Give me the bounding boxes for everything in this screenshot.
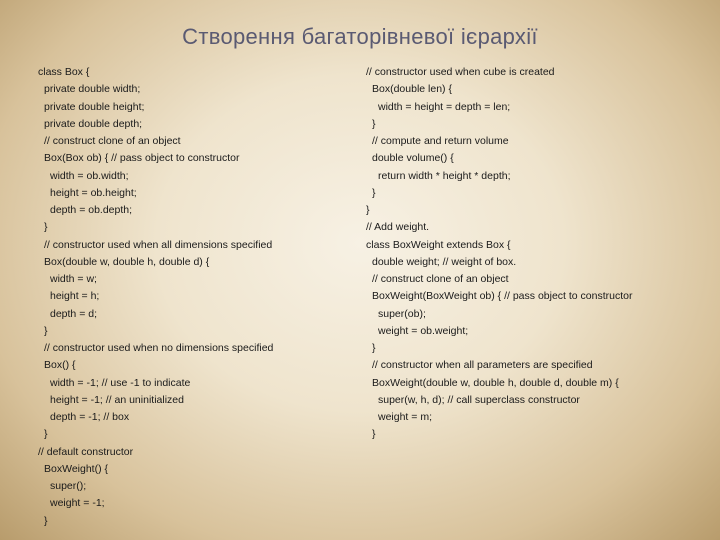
code-line: weight = m; — [378, 411, 432, 423]
code-line: width = ob.width; — [50, 169, 129, 182]
code-line: depth = d; — [50, 307, 97, 320]
code-line: return width * height * depth; — [378, 169, 511, 182]
code-line: BoxWeight(BoxWeight ob) { // pass object to constructor — [372, 290, 633, 303]
code-line: } — [44, 221, 48, 234]
code-line: double volume() { — [372, 152, 454, 165]
code-line: Box(double len) { — [372, 83, 452, 96]
code-line: } — [372, 428, 376, 441]
code-line: // default constructor — [38, 445, 134, 458]
code-line: private double width; — [44, 83, 141, 96]
code-column-right — [366, 64, 706, 444]
code-line: double weight; // weight of box. — [372, 255, 517, 268]
code-line: height = ob.height; — [50, 186, 137, 199]
code-line: depth = -1; // box — [50, 411, 130, 423]
code-line: // constructor when all parameters are specified — [372, 359, 593, 372]
code-line: width = height = depth = len; — [378, 100, 511, 113]
code-line: // constructor used when no dimensions specified — [44, 342, 274, 354]
code-line: } — [44, 514, 48, 527]
code-line: Box(double w, double h, double d) { — [44, 255, 210, 268]
code-line: } — [372, 342, 376, 354]
code-line: // constructor used when all dimensions specified — [44, 238, 273, 251]
code-line: BoxWeight(double w, double h, double d, double m) { — [372, 376, 619, 389]
code-column-left — [38, 64, 358, 530]
code-line: } — [372, 186, 376, 199]
code-line: super(w, h, d); // call superclass constructor — [378, 393, 580, 406]
code-line: class Box { — [38, 66, 90, 78]
code-line: depth = ob.depth; — [50, 204, 133, 216]
code-line: // constructor used when cube is created — [366, 66, 555, 78]
slide-title: Створення багаторівневої ієрархії — [182, 24, 538, 49]
code-line: class BoxWeight extends Box { — [366, 238, 511, 251]
code-line: private double height; — [44, 100, 145, 113]
code-line: super(ob); — [378, 307, 426, 320]
code-line: BoxWeight() { — [44, 462, 108, 475]
code-line: weight = -1; — [50, 497, 105, 510]
code-line: height = h; — [50, 290, 100, 303]
code-line: width = -1; // use -1 to indicate — [50, 376, 191, 389]
code-line: } — [366, 204, 370, 216]
code-line: Box() { — [44, 359, 76, 372]
code-line: // construct clone of an object — [44, 135, 181, 147]
code-line: } — [44, 324, 48, 337]
code-line: height = -1; // an uninitialized — [50, 393, 184, 406]
code-line: private double depth; — [44, 117, 143, 130]
code-line: weight = ob.weight; — [378, 324, 469, 337]
code-line: width = w; — [50, 273, 97, 285]
code-line: Box(Box ob) { // pass object to constructor — [44, 152, 240, 165]
code-line: // compute and return volume — [372, 135, 509, 147]
code-line: super(); — [50, 480, 87, 492]
code-line: // Add weight. — [366, 221, 430, 234]
code-line: // construct clone of an object — [372, 273, 509, 285]
code-line: } — [44, 428, 48, 441]
code-line: } — [372, 117, 376, 130]
